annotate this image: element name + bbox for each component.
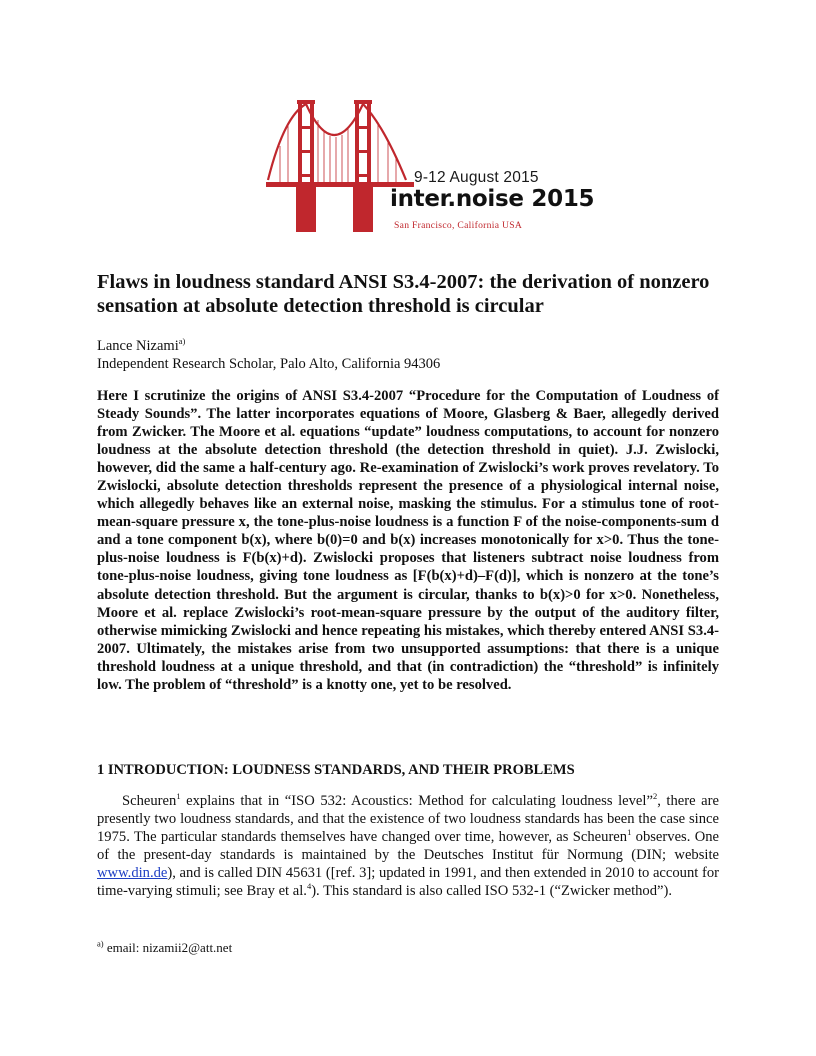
footnote <box>97 940 717 956</box>
footnote-mark: a) <box>97 938 104 949</box>
text-run: explains that in “ISO 532: Acoustics: Method for calculating loudness level” <box>180 793 653 809</box>
author-name: Lance Nizami <box>97 338 179 354</box>
section-heading: 1 INTRODUCTION: LOUDNESS STANDARDS, AND THEIR PROBLEMS <box>97 762 575 778</box>
conference-dates: 9-12 August 2015 <box>414 169 539 186</box>
text-run: ), and is called DIN 45631 ([ref. 3]; updated in 1991, and then extended in 2010 to account for time-varying stimuli; see Bray et al. <box>97 865 719 900</box>
citation-ref: 1 <box>176 791 181 802</box>
text-run: ). This standard is also called ISO 532-1 (“Zwicker method”). <box>311 883 673 900</box>
footnote-email: email: nizamii2@att.net <box>103 940 233 955</box>
intro-paragraph <box>97 792 719 900</box>
citation-ref: 4 <box>306 881 312 892</box>
conference-logo <box>266 96 595 238</box>
author-block <box>97 337 717 373</box>
golden-gate-bridge-icon <box>266 96 556 238</box>
text-run: observes. One of the present-day standards is maintained by the Deutsches Institut für Normung (DIN; website <box>97 829 720 864</box>
author-line <box>97 337 717 355</box>
author-footnote-mark: a) <box>178 336 186 347</box>
citation-ref: 2 <box>652 791 658 802</box>
conference-location: San Francisco, California USA <box>394 220 523 231</box>
text-run: Scheuren <box>122 793 177 809</box>
conference-name: inter.noise 2015 <box>390 186 595 212</box>
din-website-link[interactable]: www.din.de <box>97 865 168 882</box>
citation-ref: 1 <box>627 827 632 838</box>
abstract: Here I scrutinize the origins of ANSI S3.4-2007 “Procedure for the Computation of Loudness of Steady Sounds”. The latter incorporates equations of Moore, Glasberg & Baer, allegedly derived from Zwicker. The Moore et al. equations “update” loudness computations, to account for nonzero loudness at the absolute detection threshold (the detection threshold in quiet). J.J. Zwislocki, however, did the same a half-century ago. Re-examination of Zwislocki’s work proves revelatory. To Zwislocki, absolute detection thresholds represent the presence of a physiological internal noise, which allegedly behaves like an external noise, masking the stimulus. For a stimulus tone of root-mean-square pressure x, the tone-plus-noise loudness is a function F of the noise-components-sum d and a tone component b(x), where b(0)=0 and b(x) increases monotonically for x>0. Thus the tone-plus-noise loudness is F(b(x)+d). Zwislocki proposes that listeners subtract noise loudness from tone-plus-noise loudness, giving tone loudness as [F(b(x)+d)–F(d)], which is nonzero at the tone’s absolute detection threshold. But the argument is circular, thanks to b(x)>0 for x>0. Nonetheless, Moore et al. replace Zwislocki’s root-mean-square pressure by the output of the auditory filter, otherwise mimicking Zwislocki and hence repeating his mistakes, which thereby entered ANSI S3.4-2007. Ultimately, the mistakes arise from two unsupported assumptions: that there is a unique threshold loudness at a unique threshold, and that (in contradiction) the “threshold” is infinitely low. The problem of “threshold” is a knotty one, yet to be resolved. <box>97 388 719 693</box>
author-affiliation: Independent Research Scholar, Palo Alto, California 94306 <box>97 356 441 372</box>
paper-title: Flaws in loudness standard ANSI S3.4-2007: the derivation of nonzero sensation at absolute detection threshold is circular <box>97 271 710 317</box>
text-run: , there are presently two loudness standards, and that the existence of two loudness standards has been the case since 1975. The particular standards themselves have changed over time, however, as Scheuren <box>97 793 719 846</box>
